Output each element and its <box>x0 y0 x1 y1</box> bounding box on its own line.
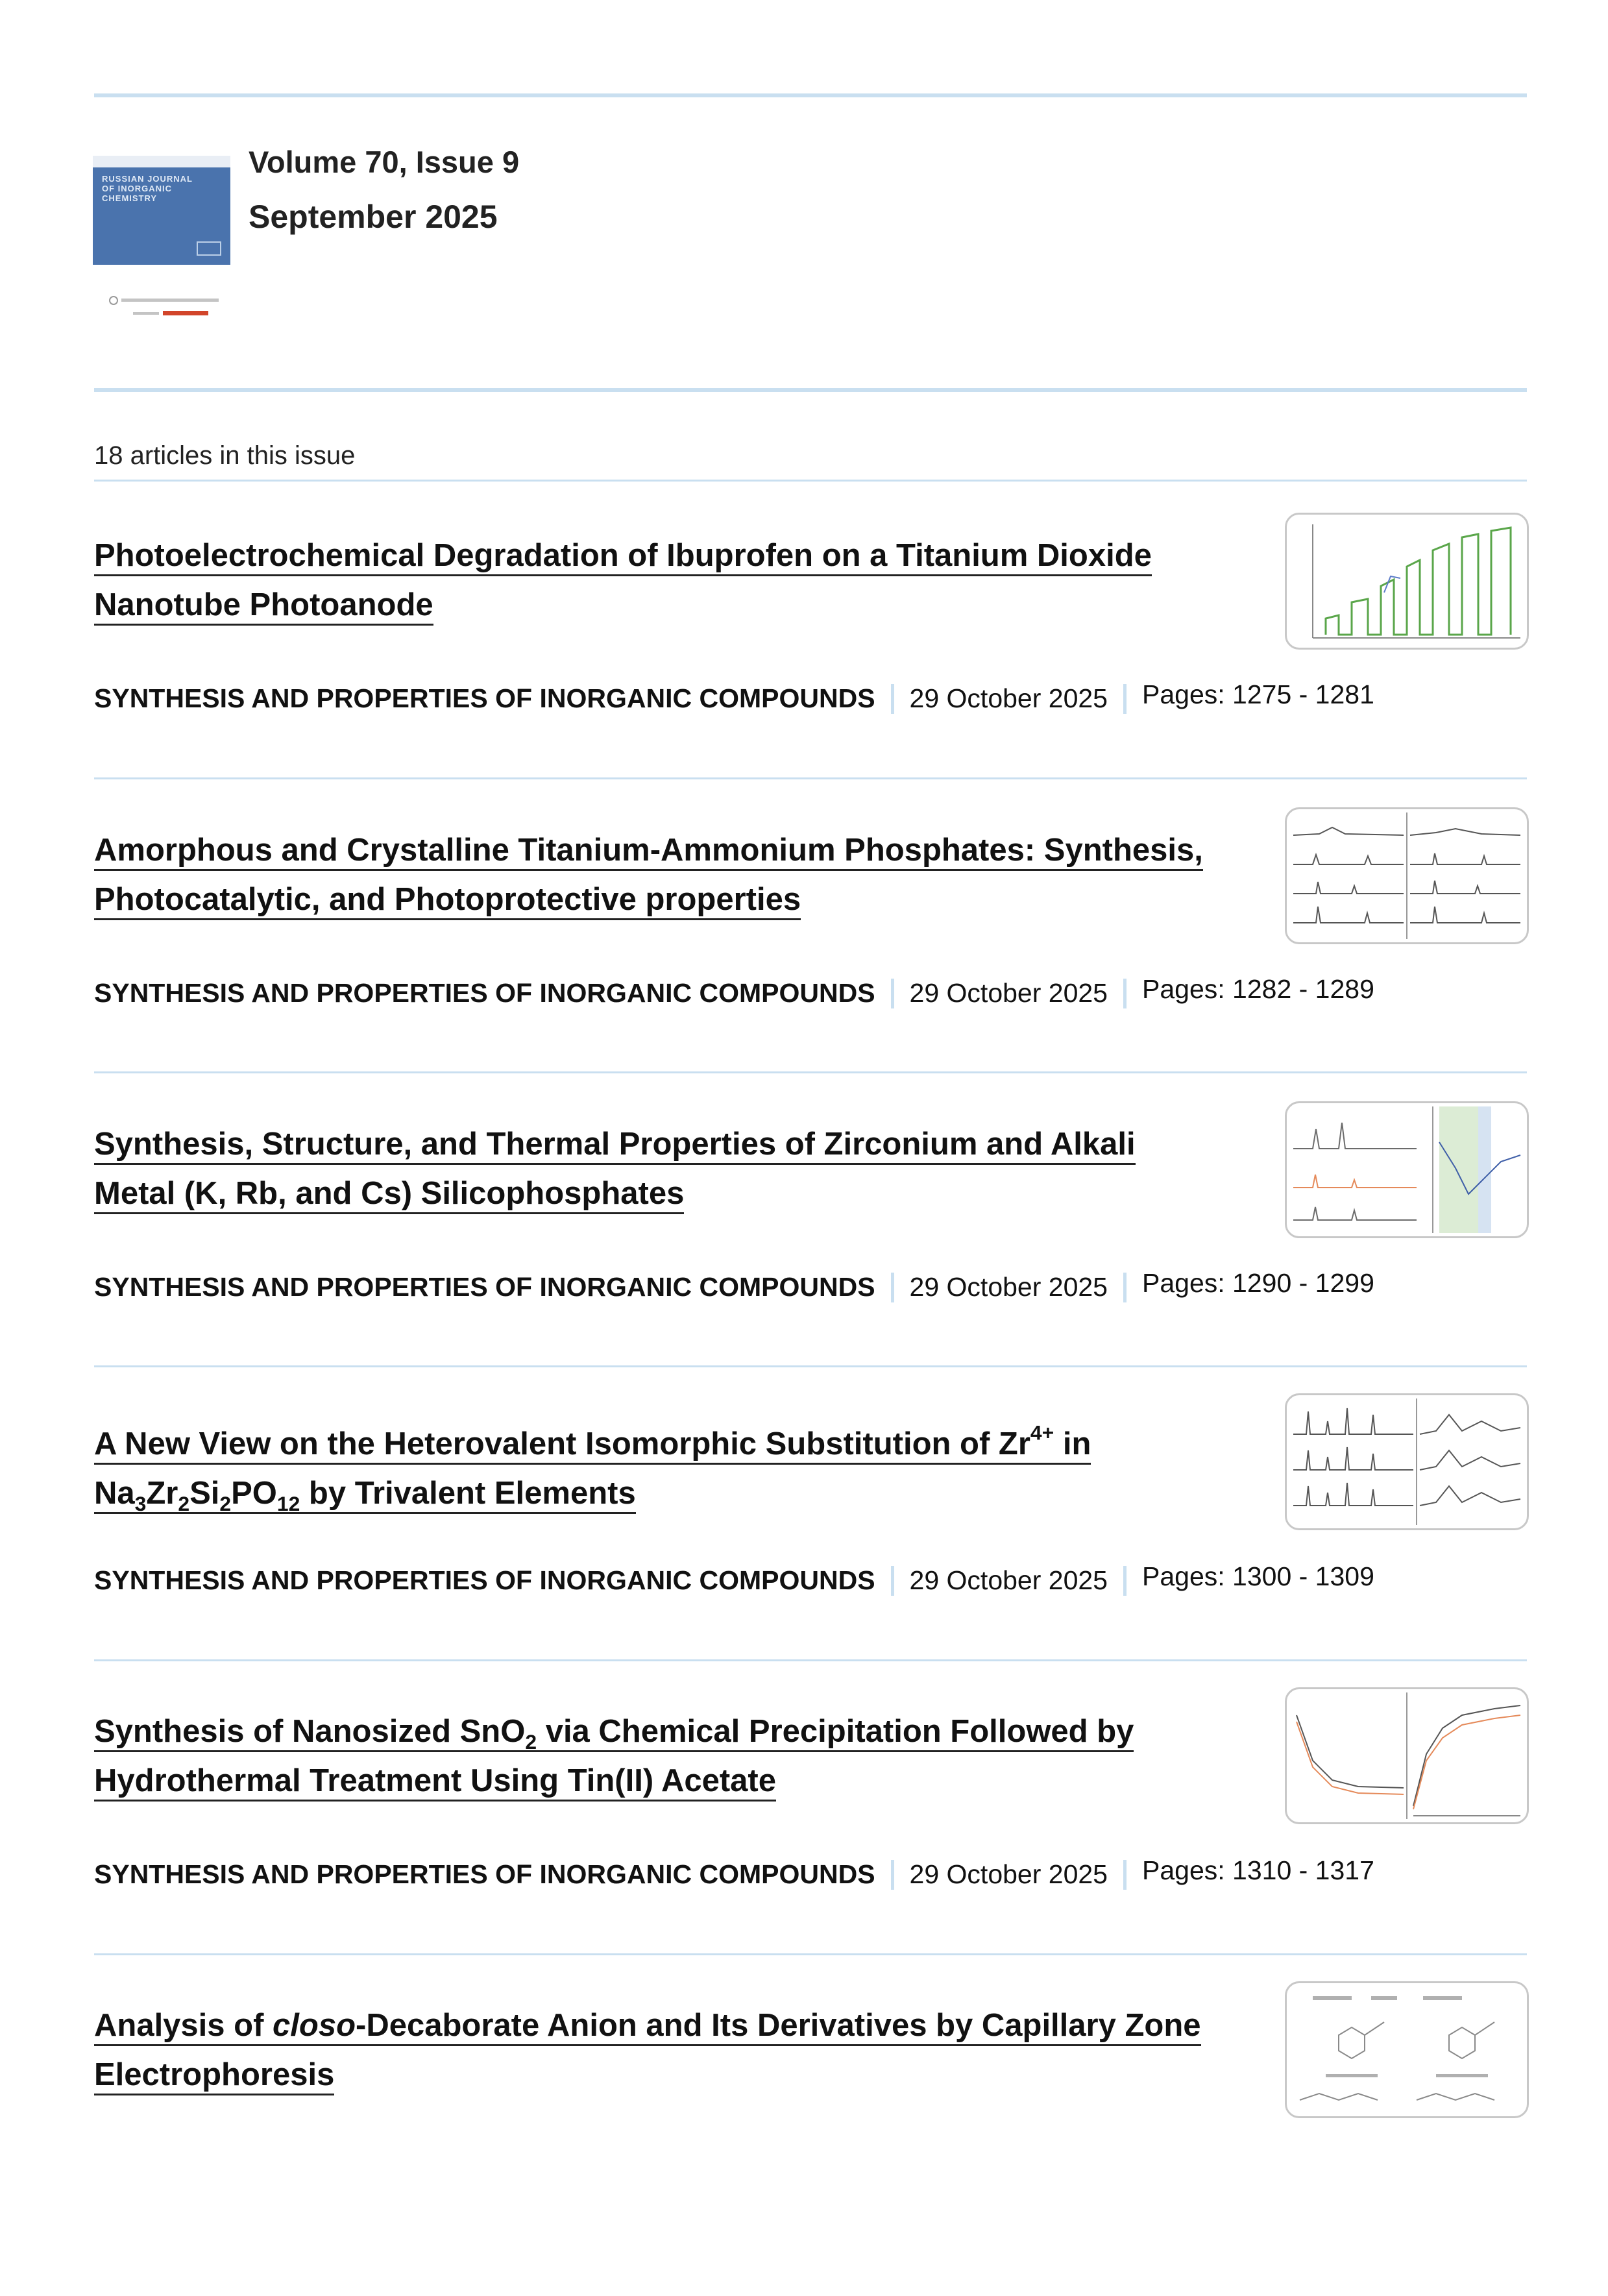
article-divider <box>94 777 1527 779</box>
article-item <box>0 825 1608 1121</box>
top-divider <box>94 93 1527 97</box>
article-title-link[interactable] <box>94 1707 1236 1805</box>
cover-logo <box>197 241 221 256</box>
article-divider <box>94 1659 1527 1661</box>
meta-separator <box>891 979 894 1008</box>
article-title-link[interactable] <box>94 1119 1236 1218</box>
article-item <box>0 1707 1608 2002</box>
article-divider <box>94 1953 1527 1955</box>
article-thumbnail[interactable] <box>1285 807 1529 944</box>
article-title-line2[interactable]: Hydrothermal Treatment Using Tin(II) Acetate <box>94 1763 776 1801</box>
article-section: SYNTHESIS AND PROPERTIES OF INORGANIC COMPOUNDS <box>94 1272 875 1302</box>
article-title-link[interactable] <box>94 2001 1236 2099</box>
list-divider <box>94 480 1527 482</box>
meta-separator <box>891 1566 894 1596</box>
publisher-logos <box>107 295 224 324</box>
article-meta <box>94 974 1374 1008</box>
article-item <box>0 2001 1608 2296</box>
article-title-line1[interactable]: Synthesis, Structure, and Thermal Properties of Zirconium and Alkali <box>94 1127 1136 1165</box>
photocurrent-plot-image <box>1287 515 1527 648</box>
article-title-link[interactable] <box>94 531 1236 629</box>
header-divider <box>94 388 1527 392</box>
article-title-line1[interactable]: Analysis of closo-Decaborate Anion and Its Derivatives by Capillary Zone <box>94 2008 1201 2046</box>
article-divider <box>94 1365 1527 1367</box>
article-meta <box>94 1268 1374 1302</box>
article-date: 29 October 2025 <box>909 1272 1108 1302</box>
diffraction-and-thermal-image <box>1287 1103 1527 1236</box>
article-meta <box>94 1561 1374 1596</box>
article-count: 18 articles in this issue <box>94 441 356 470</box>
cover-top-band <box>93 156 230 167</box>
meta-separator <box>891 684 894 714</box>
meta-separator <box>1123 1566 1127 1596</box>
article-item <box>0 531 1608 826</box>
article-date: 29 October 2025 <box>909 683 1108 713</box>
article-pages: Pages: 1275 - 1281 <box>1142 679 1374 709</box>
article-pages: Pages: 1310 - 1317 <box>1142 1855 1374 1885</box>
article-title-line1[interactable]: Synthesis of Nanosized SnO$_2$ via Chemical Precipitation Followed by <box>94 1714 1134 1754</box>
article-thumbnail[interactable] <box>1285 1981 1529 2118</box>
adsorption-curves-image <box>1287 1689 1527 1822</box>
meta-separator <box>1123 1273 1127 1302</box>
issue-date: September 2025 <box>249 199 498 235</box>
article-date: 29 October 2025 <box>909 1565 1108 1595</box>
publisher-logo-icon <box>107 295 224 321</box>
meta-separator <box>1123 684 1127 714</box>
meta-separator <box>891 1273 894 1302</box>
article-section: SYNTHESIS AND PROPERTIES OF INORGANIC COMPOUNDS <box>94 978 875 1008</box>
volume-issue: Volume 70, Issue 9 <box>249 145 520 179</box>
xrd-stack-image <box>1287 1395 1527 1528</box>
meta-separator <box>1123 979 1127 1008</box>
article-divider <box>94 1071 1527 1073</box>
article-date: 29 October 2025 <box>909 1859 1108 1889</box>
article-title-line2[interactable]: Metal (K, Rb, and Cs) Silicophosphates <box>94 1176 684 1214</box>
article-thumbnail[interactable] <box>1285 1687 1529 1824</box>
article-title-line1[interactable]: A New View on the Heterovalent Isomorphic Substitution of $Zr^{4+}$ in <box>94 1426 1091 1465</box>
article-title-line2[interactable]: Photocatalytic, and Photoprotective properties <box>94 882 801 920</box>
article-title-line1[interactable]: Amorphous and Crystalline Titanium-Ammonium Phosphates: Synthesis, <box>94 833 1203 871</box>
article-section: SYNTHESIS AND PROPERTIES OF INORGANIC COMPOUNDS <box>94 683 875 713</box>
article-title-link[interactable] <box>94 825 1236 924</box>
meta-separator <box>891 1860 894 1890</box>
article-title-line2[interactable]: $Na_3Zr_2Si_2PO_{12}$ by Trivalent Elements <box>94 1476 636 1516</box>
xrd-patterns-image <box>1287 809 1527 942</box>
molecular-structures-image <box>1287 1983 1527 2116</box>
article-section: SYNTHESIS AND PROPERTIES OF INORGANIC COMPOUNDS <box>94 1565 875 1595</box>
article-pages: Pages: 1300 - 1309 <box>1142 1561 1374 1591</box>
article-meta <box>94 1855 1374 1890</box>
article-title-line2[interactable]: Nanotube Photoanode <box>94 587 433 626</box>
article-section: SYNTHESIS AND PROPERTIES OF INORGANIC COMPOUNDS <box>94 1859 875 1889</box>
article-title-line2[interactable]: Electrophoresis <box>94 2057 334 2095</box>
article-item <box>0 1119 1608 1415</box>
article-thumbnail[interactable] <box>1285 1393 1529 1530</box>
journal-cover-image[interactable] <box>93 156 230 265</box>
meta-separator <box>1123 1860 1127 1890</box>
article-thumbnail[interactable] <box>1285 513 1529 650</box>
article-pages: Pages: 1290 - 1299 <box>1142 1268 1374 1298</box>
article-thumbnail[interactable] <box>1285 1101 1529 1238</box>
article-item <box>0 1419 1608 1715</box>
cover-title: RUSSIAN JOURNAL OF INORGANIC CHEMISTRY <box>102 174 193 203</box>
article-date: 29 October 2025 <box>909 978 1108 1008</box>
article-title-line1[interactable]: Photoelectrochemical Degradation of Ibuprofen on a Titanium Dioxide <box>94 538 1152 576</box>
article-title-link[interactable] <box>94 1419 1236 1518</box>
article-meta <box>94 679 1374 714</box>
article-pages: Pages: 1282 - 1289 <box>1142 974 1374 1004</box>
